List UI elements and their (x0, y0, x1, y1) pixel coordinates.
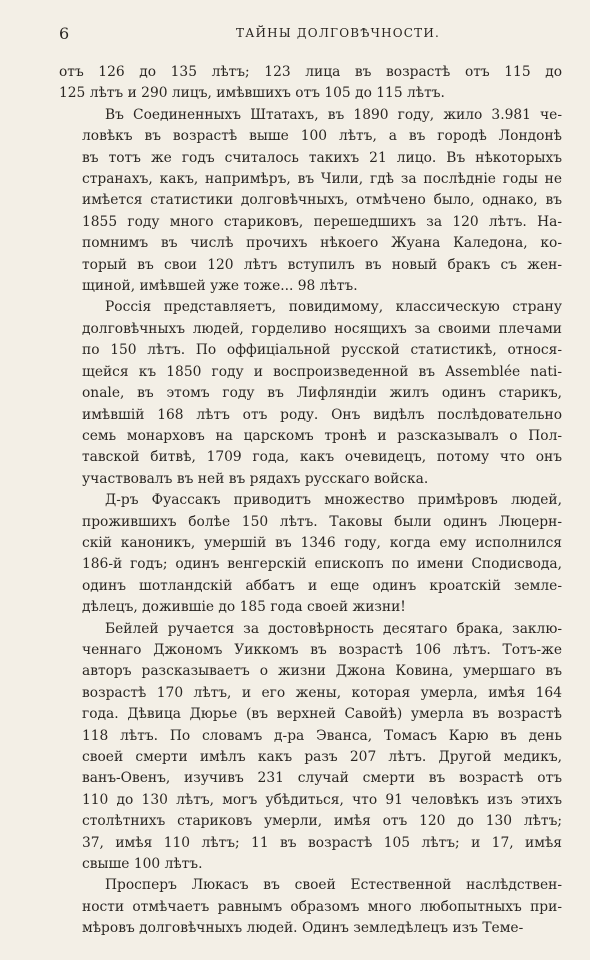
text-line: тавской битвѣ, 1709 года, какъ очевидецъ, потому что онъ (82, 449, 562, 466)
text-line: Въ Соединенныхъ Штатахъ, въ 1890 году, жило 3.981 че- (105, 106, 562, 123)
text-line: имѣвшій 168 лѣтъ отъ роду. Онъ видѣлъ послѣдовательно (82, 406, 562, 423)
text-line: по 150 лѣтъ. По оффиціальной русской статистикѣ, относя- (82, 342, 562, 359)
text-line: отъ 126 до 135 лѣтъ; 123 лица въ возрастѣ отъ 115 до (59, 64, 562, 80)
paragraph (59, 105, 562, 298)
text-line: странахъ, какъ, напримѣръ, въ Чили, гдѣ за послѣдніе годы не (82, 171, 562, 188)
text-line: 37, имѣя 110 лѣтъ; 11 въ возрастѣ 105 лѣтъ; и 17, имѣя (82, 834, 562, 851)
text-line: одинъ шотландскій аббатъ и еще одинъ кроатскій земле- (82, 577, 562, 594)
running-title: ТАЙНЫ ДОЛГОВѢЧНОСТИ. (236, 26, 441, 40)
text-line: Д-ръ Фуассакъ приводитъ множество примѣровъ людей, (105, 492, 562, 509)
text-line: 118 лѣтъ. По словамъ д-ра Эванса, Томасъ Карю въ день (82, 727, 562, 744)
text-line: ванъ-Овенъ, изучивъ 231 случай смерти въ возрастѣ отъ (82, 770, 562, 787)
text-line: 186-й годъ; одинъ венгерскій епископъ по имени Сподисвода, (82, 556, 562, 573)
text-line: свыше 100 лѣтъ. (82, 856, 203, 873)
page-number: 6 (59, 24, 71, 43)
text-line: возрастѣ 170 лѣтъ, и его жены, которая умерла, имѣя 164 (82, 684, 562, 701)
text-line: участвовалъ въ ней въ рядахъ русскаго войска. (82, 470, 429, 487)
running-head (59, 22, 562, 52)
text-line: въ тотъ же годъ считалось такихъ 21 лицо. Въ нѣкоторыхъ (82, 149, 562, 166)
text-line: 125 лѣтъ и 290 лицъ, имѣвшихъ отъ 105 до 115 лѣтъ. (59, 85, 445, 102)
text-line: имѣется статистики долговѣчныхъ, отмѣчено было, однако, въ (82, 192, 562, 209)
text-line: торый въ свои 120 лѣтъ вступилъ въ новый бракъ съ жен- (82, 256, 562, 273)
text-line: Проспeръ Люкасъ въ своей Естественной наслѣдствен- (105, 877, 562, 894)
text-line: года. Дѣвица Дюрье (въ верхней Савойѣ) умерла въ возрастѣ (82, 706, 562, 723)
paragraph (59, 62, 562, 105)
text-line: помнимъ въ числѣ прочихъ нѣкоего Жуана Каледона, ко- (82, 235, 562, 252)
paragraph (59, 875, 562, 939)
text-line: своей смерти имѣлъ какъ разъ 207 лѣтъ. Другой медикъ, (82, 749, 562, 765)
paragraph (59, 490, 562, 618)
text-line: прожившихъ болѣе 150 лѣтъ. Таковы были одинъ Люцерн- (82, 513, 562, 530)
text-line: ности отмѣчаетъ равнымъ образомъ много любопытныхъ при- (82, 898, 562, 915)
text-line: авторъ разсказываетъ о жизни Джона Ковина, умершаго въ (82, 663, 562, 680)
text-line: щиной, имѣвшей уже тоже... 98 лѣтъ. (82, 278, 358, 295)
text-line: дѣлецъ, дожившіе до 185 года своей жизни! (82, 599, 406, 616)
text-line: щейся къ 1850 году и воспроизведенной въ Assemblée nati- (82, 363, 562, 380)
text-line: мѣровъ долговѣчныхъ людей. Одинъ земледѣлецъ изъ Теме- (82, 920, 524, 937)
text-line: семь монарховъ на царскомъ тронѣ и разсказывалъ о Пол- (82, 427, 562, 444)
text-line: Россія представляетъ, повидимому, классическую страну (105, 299, 562, 316)
paragraph (59, 619, 562, 876)
paragraph (59, 297, 562, 490)
text-line: 110 до 130 лѣтъ, могъ убѣдиться, что 91 человѣкъ изъ этихъ (82, 791, 562, 808)
text-line: 1855 году много стариковъ, перешедшихъ за 120 лѣтъ. На- (82, 213, 562, 230)
text-line: скій каноникъ, умершій въ 1346 году, когда ему исполнился (82, 534, 562, 551)
text-line: onale, въ этомъ году въ Лифляндіи жилъ одинъ старикъ, (82, 385, 562, 402)
text-line: ченнаго Джономъ Уиккомъ въ возрастѣ 106 лѣтъ. Тотъ-же (82, 641, 562, 658)
text-line: ловѣкъ въ возрастѣ выше 100 лѣтъ, а въ городѣ Лондонѣ (82, 128, 562, 145)
text-line: долговѣчныхъ людей, горделиво носящихъ за своими плечами (82, 320, 562, 337)
text-line: Бейлей ручается за достовѣрность десятаго брака, заклю- (105, 620, 562, 637)
text-line: столѣтнихъ стариковъ умерли, имѣя отъ 120 до 130 лѣтъ; (82, 813, 562, 830)
body-text (59, 62, 562, 940)
